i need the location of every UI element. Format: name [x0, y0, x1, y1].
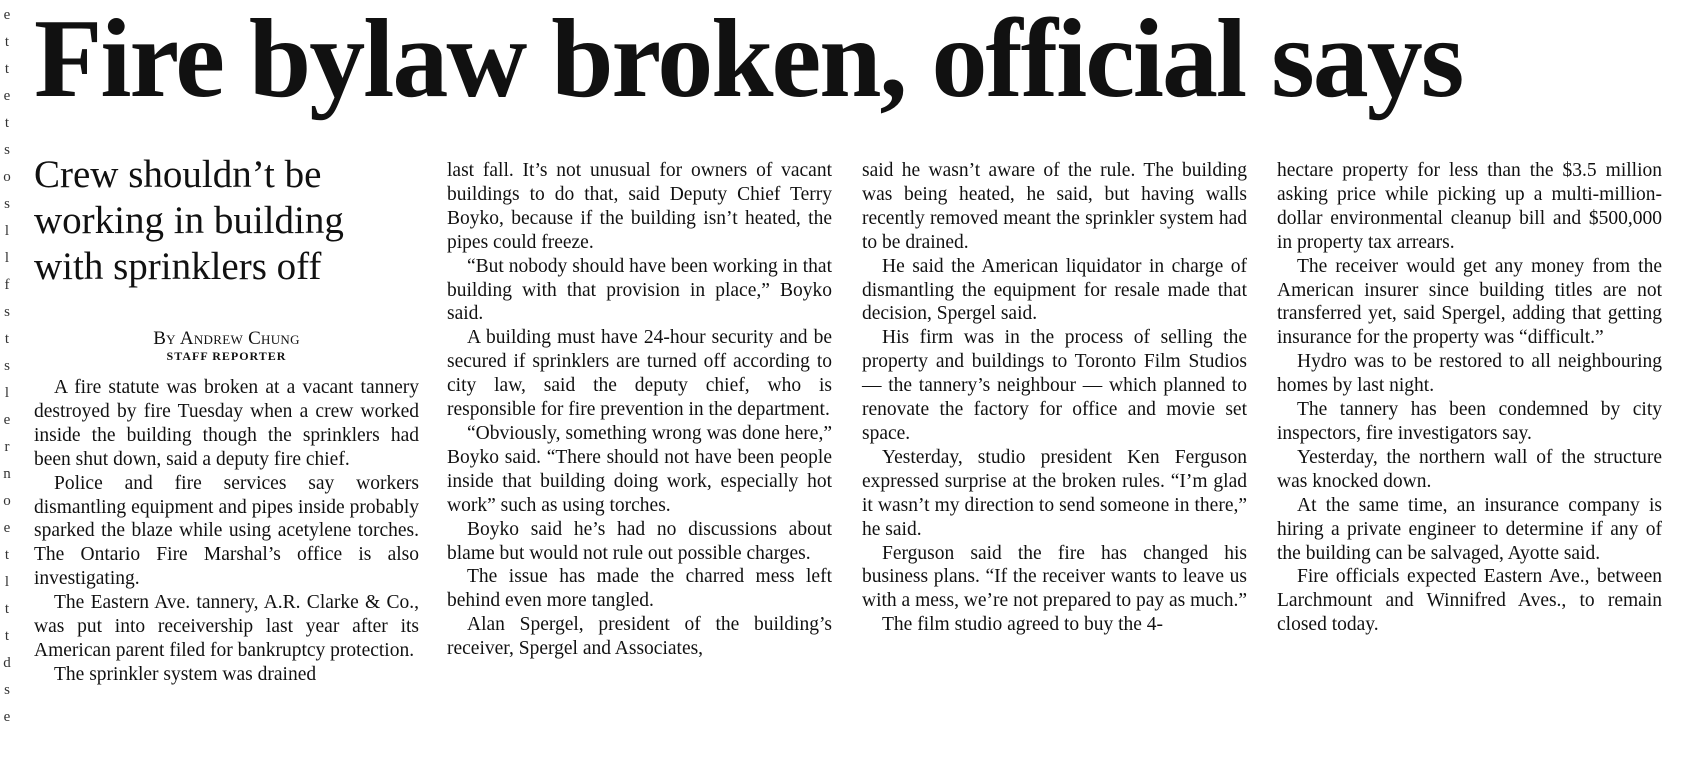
article-paragraph: At the same time, an insurance company is hiring a private engineer to determine if any of the building can be salvaged, Ayotte said. — [1277, 494, 1662, 564]
article-paragraph: A fire statute was broken at a vacant tannery destroyed by fire Tuesday when a crew worked inside the building though the sprinklers had been shut down, said a deputy fire chief. — [34, 377, 419, 470]
margin-letter: t — [4, 115, 10, 131]
margin-letter: e — [3, 7, 11, 23]
article-column-4 — [1277, 159, 1662, 637]
article-paragraph: The issue has made the charred mess left behind even more tangled. — [447, 566, 832, 612]
article-paragraph: last fall. It’s not unusual for owners of vacant buildings to do that, said Deputy Chief Terry Boyko, because if the building isn’t heated, the pipes could freeze. — [447, 160, 832, 253]
article-column-3 — [862, 159, 1247, 637]
article-paragraph: The sprinkler system was drained — [54, 663, 317, 685]
margin-letter: r — [4, 439, 10, 455]
margin-letter: s — [4, 142, 10, 158]
article-paragraph: “Obviously, something wrong was done here,” Boyko said. “There should not have been people inside that building doing work, especially hot work” such as using torches. — [447, 422, 832, 516]
margin-letter: l — [4, 223, 10, 239]
margin-letter: f — [4, 277, 10, 293]
article-paragraph: Fire officials expected Eastern Ave., between Larchmount and Winnifred Aves., to remain closed today. — [1277, 566, 1662, 636]
margin-letter: s — [4, 304, 10, 320]
margin-letter: n — [3, 466, 11, 482]
article-paragraph: Yesterday, the northern wall of the structure was knocked down. — [1277, 446, 1662, 492]
margin-letter: l — [4, 385, 10, 401]
article-paragraph: Boyko said he’s had no discussions about blame but would not rule out possible charges. — [447, 518, 832, 564]
byline-author: By Andrew Chung — [153, 328, 300, 349]
article-paragraph: The film studio agreed to buy the 4- — [882, 614, 1164, 636]
margin-letter: e — [3, 88, 11, 104]
margin-letter: o — [3, 169, 11, 185]
article-paragraph: “But nobody should have been working in that building with that provision in place,” Boyko said. — [447, 255, 832, 325]
margin-strip — [0, 0, 14, 781]
article-paragraph: The receiver would get any money from the American insurer since building titles are not transferred yet, said Spergel, adding that getting insurance for the property was “difficult.” — [1277, 255, 1662, 349]
margin-letter: t — [4, 547, 10, 563]
margin-letter: t — [4, 601, 10, 617]
margin-letter: t — [4, 34, 10, 50]
margin-letter: l — [4, 574, 10, 590]
article-column-1 — [34, 376, 419, 687]
article-paragraph: The Eastern Ave. tannery, A.R. Clarke & Co., was put into receivership last year after its American parent filed for bankruptcy protection. — [34, 592, 419, 661]
margin-letter: t — [4, 61, 10, 77]
article-paragraph: A building must have 24-hour security and be secured if sprinklers are turned off according to city law, said the deputy chief, who is responsible for fire prevention in the department. — [447, 327, 832, 421]
article-paragraph: Ferguson said the fire has changed his business plans. “If the receiver wants to leave us with a mess, we’re not prepared to pay as much.” — [862, 542, 1247, 612]
margin-letter: o — [3, 493, 11, 509]
deck-subheadline: Crew shouldn’t be working in building with sprinklers off — [34, 153, 344, 288]
article-paragraph: said he wasn’t aware of the rule. The building was being heated, he said, but having walls recently removed meant the sprinkler system had to be drained. — [862, 160, 1247, 253]
article-paragraph: hectare property for less than the $3.5 million asking price while picking up a multi-million-dollar environmental cleanup bill and $500,000 in property tax arrears. — [1277, 160, 1662, 253]
article-paragraph: Police and fire services say workers dismantling equipment and pipes inside probably sparked the blaze while using acetylene torches. The Ontario Fire Marshal’s office is also investigating. — [34, 472, 419, 590]
margin-letter: s — [4, 682, 10, 698]
margin-letter: e — [3, 412, 11, 428]
margin-letter: e — [3, 520, 11, 536]
article-paragraph: The tannery has been condemned by city inspectors, fire investigators say. — [1277, 399, 1662, 444]
margin-letter: t — [4, 331, 10, 347]
margin-letter: s — [4, 196, 10, 212]
margin-letter: e — [3, 709, 11, 725]
byline-role: STAFF REPORTER — [166, 349, 287, 363]
margin-letter: d — [3, 655, 11, 671]
article-paragraph: Yesterday, studio president Ken Ferguson expressed surprise at the broken rules. “I’m glad it wasn’t my direction to send someone in there,” he said. — [862, 446, 1247, 540]
margin-letter: l — [4, 250, 10, 266]
byline-block — [34, 328, 419, 364]
article-paragraph: He said the American liquidator in charge of dismantling the equipment for resale made that decision, Spergel said. — [862, 255, 1247, 325]
headline: Fire bylaw broken, official says — [34, 0, 1463, 121]
article-paragraph: Alan Spergel, president of the building’s receiver, Spergel and Associates, — [447, 614, 832, 660]
article-paragraph: His firm was in the process of selling the property and buildings to Toronto Film Studios — the tannery’s neighbour — which planned to renovate the factory for office and movie set space. — [862, 327, 1247, 444]
article-paragraph: Hydro was to be restored to all neighbouring homes by last night. — [1277, 351, 1662, 397]
article-column-2 — [447, 159, 832, 661]
margin-letter: t — [4, 628, 10, 644]
margin-letter: s — [4, 358, 10, 374]
